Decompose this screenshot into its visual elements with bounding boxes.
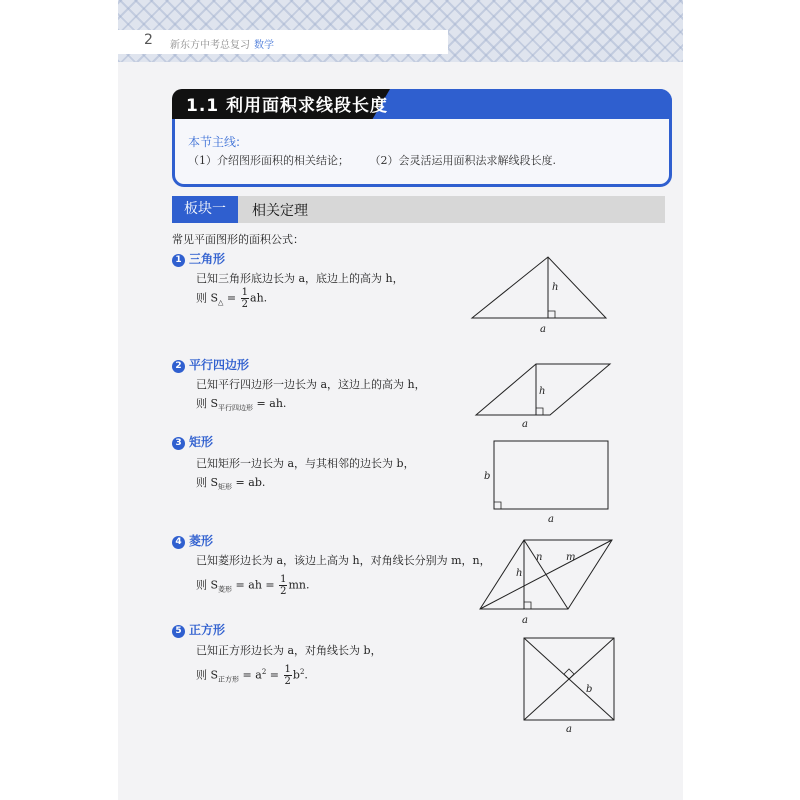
item-name: 正方形 (189, 623, 226, 637)
formula-prefix: 则 S (196, 668, 219, 682)
item-name: 菱形 (189, 534, 214, 548)
formula-prefix: 则 S (196, 476, 219, 489)
formula-sub: △ (218, 298, 224, 307)
item-rhombus-desc: 已知菱形边长为 a，该边上高为 h，对角线长分别为 m，n， (196, 554, 491, 567)
number-badge-icon: 3 (172, 437, 185, 450)
formula-tail: mn. (288, 578, 310, 592)
formula-mid: = a (239, 668, 262, 682)
formula-tail: = ab. (232, 476, 266, 489)
formula-sub: 菱形 (218, 585, 233, 594)
label-a: a (566, 724, 572, 735)
fraction: $\frac{1}{2}$ (241, 287, 249, 310)
formula-prefix: 则 S (196, 291, 219, 305)
formula-mid: = (223, 291, 240, 305)
item-square-formula (196, 664, 308, 687)
mainline-item-1: （1）介绍图形面积的相关结论； (188, 154, 349, 167)
item-rhombus-formula (196, 574, 310, 597)
formula-end: . (304, 668, 308, 682)
item-triangle-formula (196, 287, 267, 310)
square-figure (522, 636, 622, 736)
item-triangle-desc: 已知三角形底边长为 a，底边上的高为 h， (196, 272, 404, 285)
item-rectangle-desc: 已知矩形一边长为 a，与其相邻的边长为 b， (196, 457, 415, 470)
rhombus-figure (478, 538, 614, 626)
label-b: b (484, 471, 491, 482)
page-number: 2 (144, 32, 153, 48)
formula-sup: 2 (261, 667, 267, 676)
section-title: 相关定理 (252, 203, 308, 219)
label-a: a (522, 615, 528, 626)
item-rhombus-heading (172, 532, 213, 549)
parallelogram-figure (474, 362, 614, 430)
formula-mid2: = (266, 668, 283, 682)
formula-tail: = ah. (253, 397, 287, 410)
item-parallelogram-formula (196, 395, 286, 413)
formula-mid: = ah = (232, 578, 279, 592)
item-square-desc: 已知正方形边长为 a，对角线长为 b， (196, 644, 382, 657)
label-h: h (552, 282, 559, 293)
lesson-title: 1.1 利用面积求线段长度 (186, 96, 389, 116)
header-strip (118, 30, 448, 54)
number-badge-icon: 1 (172, 254, 185, 267)
section-tag: 板块一 (172, 196, 238, 223)
number-badge-icon: 4 (172, 536, 185, 549)
mainline-item-2: （2）会灵活运用面积法求解线段长度. (375, 154, 556, 167)
label-b: b (586, 684, 593, 695)
item-square-heading (172, 621, 225, 638)
formula-sub: 平行四边形 (218, 404, 254, 413)
formula-sub: 正方形 (218, 675, 240, 684)
formula-prefix: 则 S (196, 578, 219, 592)
item-parallelogram-desc: 已知平行四边形一边长为 a，这边上的高为 h， (196, 378, 426, 391)
running-title: 新东方中考总复习 (170, 40, 250, 51)
mainline-label: 本节主线: (188, 135, 241, 149)
number-badge-icon: 5 (172, 625, 185, 638)
formula-sub: 矩形 (218, 483, 233, 492)
item-name: 三角形 (189, 252, 226, 266)
item-parallelogram-heading (172, 356, 249, 373)
formula-prefix: 则 S (196, 397, 219, 410)
item-triangle-heading (172, 250, 225, 267)
item-rectangle-heading (172, 433, 213, 450)
formula-tail-sup: 2 (299, 667, 305, 676)
label-h: h (539, 386, 546, 397)
label-h: h (516, 568, 523, 579)
fraction: $\frac{1}{2}$ (284, 664, 291, 687)
label-a: a (540, 324, 546, 335)
section-bar (172, 196, 665, 223)
formula-tail: b (292, 668, 300, 682)
triangle-figure (470, 255, 610, 335)
page (118, 0, 683, 800)
label-n: n (536, 552, 543, 563)
rectangle-figure (484, 440, 614, 525)
item-rectangle-formula (196, 474, 265, 492)
label-a: a (522, 419, 528, 430)
number-badge-icon: 2 (172, 360, 185, 373)
intro-text: 常见平面图形的面积公式： (172, 233, 304, 246)
label-a: a (548, 514, 554, 525)
fraction: $\frac{1}{2}$ (280, 574, 287, 597)
item-name: 矩形 (189, 435, 214, 449)
mainline-items (188, 152, 582, 168)
label-m: m (566, 552, 576, 563)
formula-tail: ah. (250, 291, 268, 305)
item-name: 平行四边形 (189, 358, 250, 372)
running-subject: 数学 (254, 40, 274, 51)
